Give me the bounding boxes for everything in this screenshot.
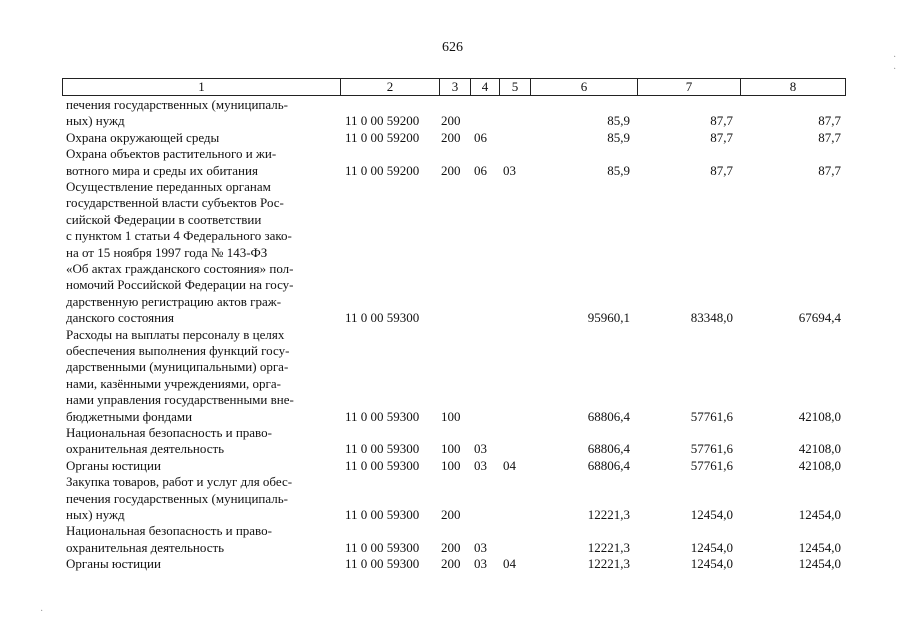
description-line: охранительная деятельность — [66, 539, 225, 555]
row-col-4: 03 — [474, 457, 487, 473]
description-line: Органы юстиции — [66, 556, 161, 572]
row-value-2022: 12454,0 — [690, 556, 733, 572]
row-value-2023: 42108,0 — [798, 408, 841, 424]
table-row — [0, 556, 905, 572]
description-line: Охрана окружающей среды — [66, 129, 220, 145]
description-line: Расходы на выплаты персоналу в целях — [66, 326, 285, 342]
row-description — [66, 458, 336, 474]
row-value-2023: 67694,4 — [798, 310, 841, 326]
row-value-2022: 87,7 — [710, 113, 733, 129]
row-col-3: 200 — [441, 556, 461, 572]
description-line: обеспечения выполнения функций госу- — [66, 342, 290, 358]
table-row — [0, 179, 905, 327]
description-line: нами, казёнными учреждениями, орга- — [66, 375, 281, 391]
row-code: 11 0 00 59300 — [345, 457, 420, 473]
description-line: Национальная безопасность и право- — [66, 523, 272, 539]
column-header: 7 — [638, 79, 741, 96]
description-line: дарственными (муниципальными) орга- — [66, 359, 289, 375]
row-description — [66, 556, 336, 572]
row-col-5: 04 — [503, 556, 516, 572]
row-value-2023: 12454,0 — [798, 506, 841, 522]
description-line: бюджетными фондами — [66, 408, 193, 424]
column-header: 1 — [63, 79, 341, 96]
row-col-3: 200 — [441, 506, 461, 522]
description-line: Органы юстиции — [66, 457, 161, 473]
row-value-2021: 95960,1 — [587, 310, 630, 326]
description-line: дарственную регистрацию актов граж- — [66, 293, 282, 309]
row-value-2022: 12454,0 — [690, 539, 733, 555]
description-line: нами управления государственными вне- — [66, 392, 294, 408]
row-description — [66, 523, 336, 556]
row-code: 11 0 00 59300 — [345, 408, 420, 424]
budget-table-body — [0, 97, 905, 573]
row-description — [66, 130, 336, 146]
row-value-2021: 85,9 — [607, 113, 630, 129]
description-line: печения государственных (муниципаль- — [66, 97, 289, 112]
row-code: 11 0 00 59300 — [345, 556, 420, 572]
row-col-4: 03 — [474, 539, 487, 555]
row-value-2022: 57761,6 — [690, 457, 733, 473]
scan-mark: · — [40, 606, 44, 617]
row-col-3: 200 — [441, 162, 461, 178]
row-col-4: 06 — [474, 129, 487, 145]
row-col-3: 100 — [441, 408, 461, 424]
row-code: 11 0 00 59200 — [345, 162, 420, 178]
column-header: 6 — [531, 79, 638, 96]
table-row — [0, 146, 905, 179]
column-header-row — [62, 78, 846, 96]
row-value-2023: 87,7 — [818, 129, 841, 145]
row-col-3: 200 — [441, 129, 461, 145]
row-value-2021: 12221,3 — [587, 539, 630, 555]
row-value-2023: 12454,0 — [798, 539, 841, 555]
row-value-2021: 68806,4 — [587, 457, 630, 473]
row-value-2023: 12454,0 — [798, 556, 841, 572]
row-col-5: 04 — [503, 457, 516, 473]
description-line: данского состояния — [66, 310, 175, 326]
row-value-2021: 68806,4 — [587, 441, 630, 457]
description-line: охранительная деятельность — [66, 441, 225, 457]
row-description — [66, 327, 336, 425]
row-value-2022: 87,7 — [710, 129, 733, 145]
description-line: номочий Российской Федерации на госу- — [66, 277, 294, 293]
row-col-3: 100 — [441, 441, 461, 457]
description-line: вотного мира и среды их обитания — [66, 162, 258, 178]
row-value-2021: 85,9 — [607, 162, 630, 178]
row-value-2021: 12221,3 — [587, 506, 630, 522]
table-row — [0, 130, 905, 146]
column-header: 4 — [471, 79, 500, 96]
description-line: ных) нужд — [66, 113, 125, 129]
row-value-2021: 68806,4 — [587, 408, 630, 424]
row-code: 11 0 00 59300 — [345, 539, 420, 555]
description-line: Закупка товаров, работ и услуг для обес- — [66, 474, 293, 490]
page-number: 626 — [442, 40, 463, 55]
row-value-2022: 83348,0 — [690, 310, 733, 326]
row-code: 11 0 00 59300 — [345, 310, 420, 326]
row-description — [66, 179, 336, 327]
row-col-3: 100 — [441, 457, 461, 473]
row-value-2021: 85,9 — [607, 129, 630, 145]
description-line: сийской Федерации в соответствии — [66, 211, 262, 227]
description-line: «Об актах гражданского состояния» пол- — [66, 261, 294, 277]
row-description — [66, 425, 336, 458]
row-code: 11 0 00 59300 — [345, 506, 420, 522]
table-row — [0, 458, 905, 474]
table-row — [0, 97, 905, 130]
column-header: 5 — [500, 79, 531, 96]
row-code: 11 0 00 59300 — [345, 441, 420, 457]
row-value-2023: 42108,0 — [798, 441, 841, 457]
description-line: с пунктом 1 статьи 4 Федерального зако- — [66, 228, 292, 244]
row-value-2022: 87,7 — [710, 162, 733, 178]
row-value-2023: 87,7 — [818, 113, 841, 129]
column-header: 2 — [341, 79, 440, 96]
row-col-4: 03 — [474, 556, 487, 572]
scan-mark: · — [893, 52, 897, 63]
row-code: 11 0 00 59200 — [345, 129, 420, 145]
row-value-2022: 57761,6 — [690, 408, 733, 424]
table-row — [0, 474, 905, 523]
row-value-2022: 12454,0 — [690, 506, 733, 522]
row-description — [66, 146, 336, 179]
row-value-2023: 42108,0 — [798, 457, 841, 473]
table-row — [0, 523, 905, 556]
row-value-2021: 12221,3 — [587, 556, 630, 572]
description-line: ных) нужд — [66, 506, 125, 522]
row-description — [66, 474, 336, 523]
row-col-5: 03 — [503, 162, 516, 178]
row-col-3: 200 — [441, 539, 461, 555]
description-line: печения государственных (муниципаль- — [66, 490, 289, 506]
row-description — [66, 97, 336, 130]
row-col-3: 200 — [441, 113, 461, 129]
table-row — [0, 327, 905, 425]
description-line: Охрана объектов растительного и жи- — [66, 146, 277, 162]
table-row — [0, 425, 905, 458]
description-line: Национальная безопасность и право- — [66, 424, 272, 440]
column-header: 3 — [440, 79, 471, 96]
row-code: 11 0 00 59200 — [345, 113, 420, 129]
description-line: Осуществление переданных органам — [66, 178, 271, 194]
row-value-2023: 87,7 — [818, 162, 841, 178]
row-col-4: 06 — [474, 162, 487, 178]
description-line: на от 15 ноября 1997 года № 143-ФЗ — [66, 244, 268, 260]
row-col-4: 03 — [474, 441, 487, 457]
scan-mark: · — [893, 64, 897, 75]
row-value-2022: 57761,6 — [690, 441, 733, 457]
column-header: 8 — [741, 79, 846, 96]
description-line: государственной власти субъектов Рос- — [66, 195, 284, 211]
